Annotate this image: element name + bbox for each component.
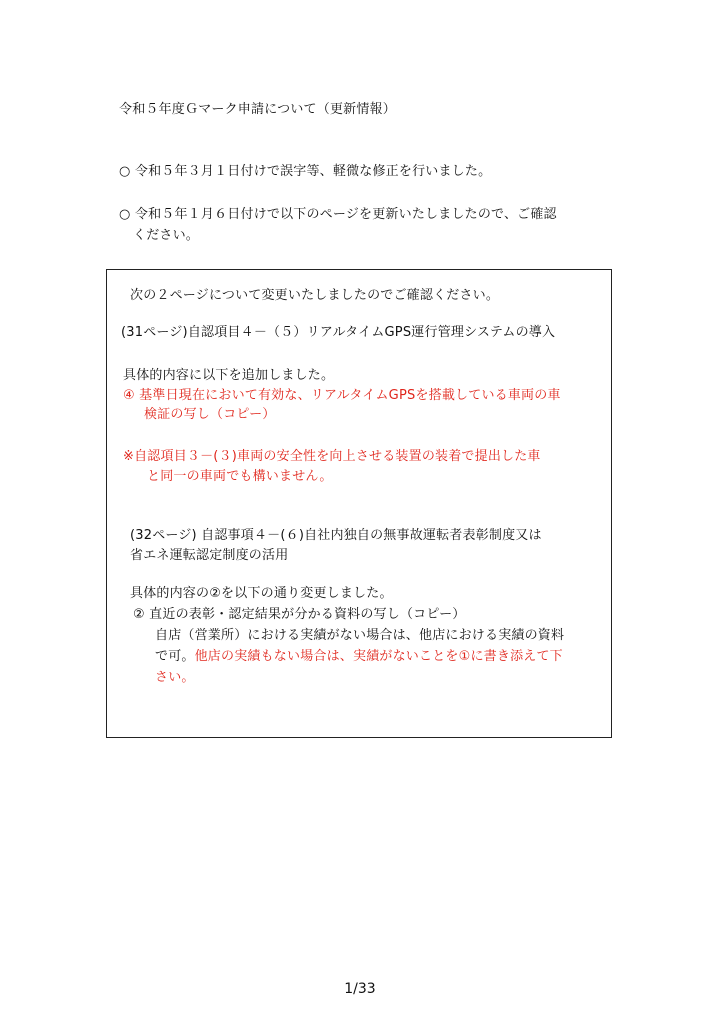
section-1-note-line-1: ※自認項目３－(３)車両の安全性を向上させる装置の装着で提出した車 bbox=[123, 449, 541, 464]
section-2-item-line-4: さい。 bbox=[155, 670, 195, 685]
document-title: 令和５年度Ｇマーク申請について（更新情報） bbox=[119, 102, 396, 117]
section-2-item-line-3 bbox=[155, 648, 563, 666]
section-1-item-line-1: ④ 基準日現在において有効な、リアルタイムGPSを搭載している車両の車 bbox=[123, 388, 561, 403]
section-2-item-line-3-red: 他店の実績もない場合は、実績がないことを①に書き添えて下 bbox=[194, 649, 563, 664]
notice-2-line-2: ください。 bbox=[133, 228, 200, 243]
notice-1: ○ 令和５年３月１日付けで誤字等、軽微な修正を行いました。 bbox=[119, 164, 492, 179]
notice-2-line-1: ○ 令和５年１月６日付けで以下のページを更新いたしましたので、ご確認 bbox=[119, 207, 557, 222]
box-intro: 次の２ページについて変更いたしましたのでご確認ください。 bbox=[130, 288, 500, 303]
section-2-heading-line-2: 省エネ運転認定制度の活用 bbox=[130, 548, 289, 563]
section-1-note-line-2: と同一の車両でも構いません。 bbox=[147, 469, 333, 484]
section-2-item-line-3-black: で可。 bbox=[155, 649, 195, 664]
section-2-heading-line-1: (32ページ) 自認事項４－(６)自社内独自の無事故運転者表彰制度又は bbox=[130, 528, 542, 543]
section-2-item-line-2: 自店（営業所）における実績がない場合は、他店における実績の資料 bbox=[155, 628, 565, 643]
page-number: 1/33 bbox=[344, 981, 376, 997]
section-1-heading: (31ページ)自認項目４－（５）リアルタイムGPS運行管理システムの導入 bbox=[121, 325, 556, 340]
section-1-item-line-2: 検証の写し（コピー） bbox=[144, 407, 276, 422]
section-2-lead: 具体的内容の②を以下の通り変更しました。 bbox=[130, 586, 393, 601]
section-2-item-line-1: ② 直近の表彰・認定結果が分かる資料の写し（コピー） bbox=[133, 607, 466, 622]
section-1-lead: 具体的内容に以下を追加しました。 bbox=[123, 368, 335, 383]
